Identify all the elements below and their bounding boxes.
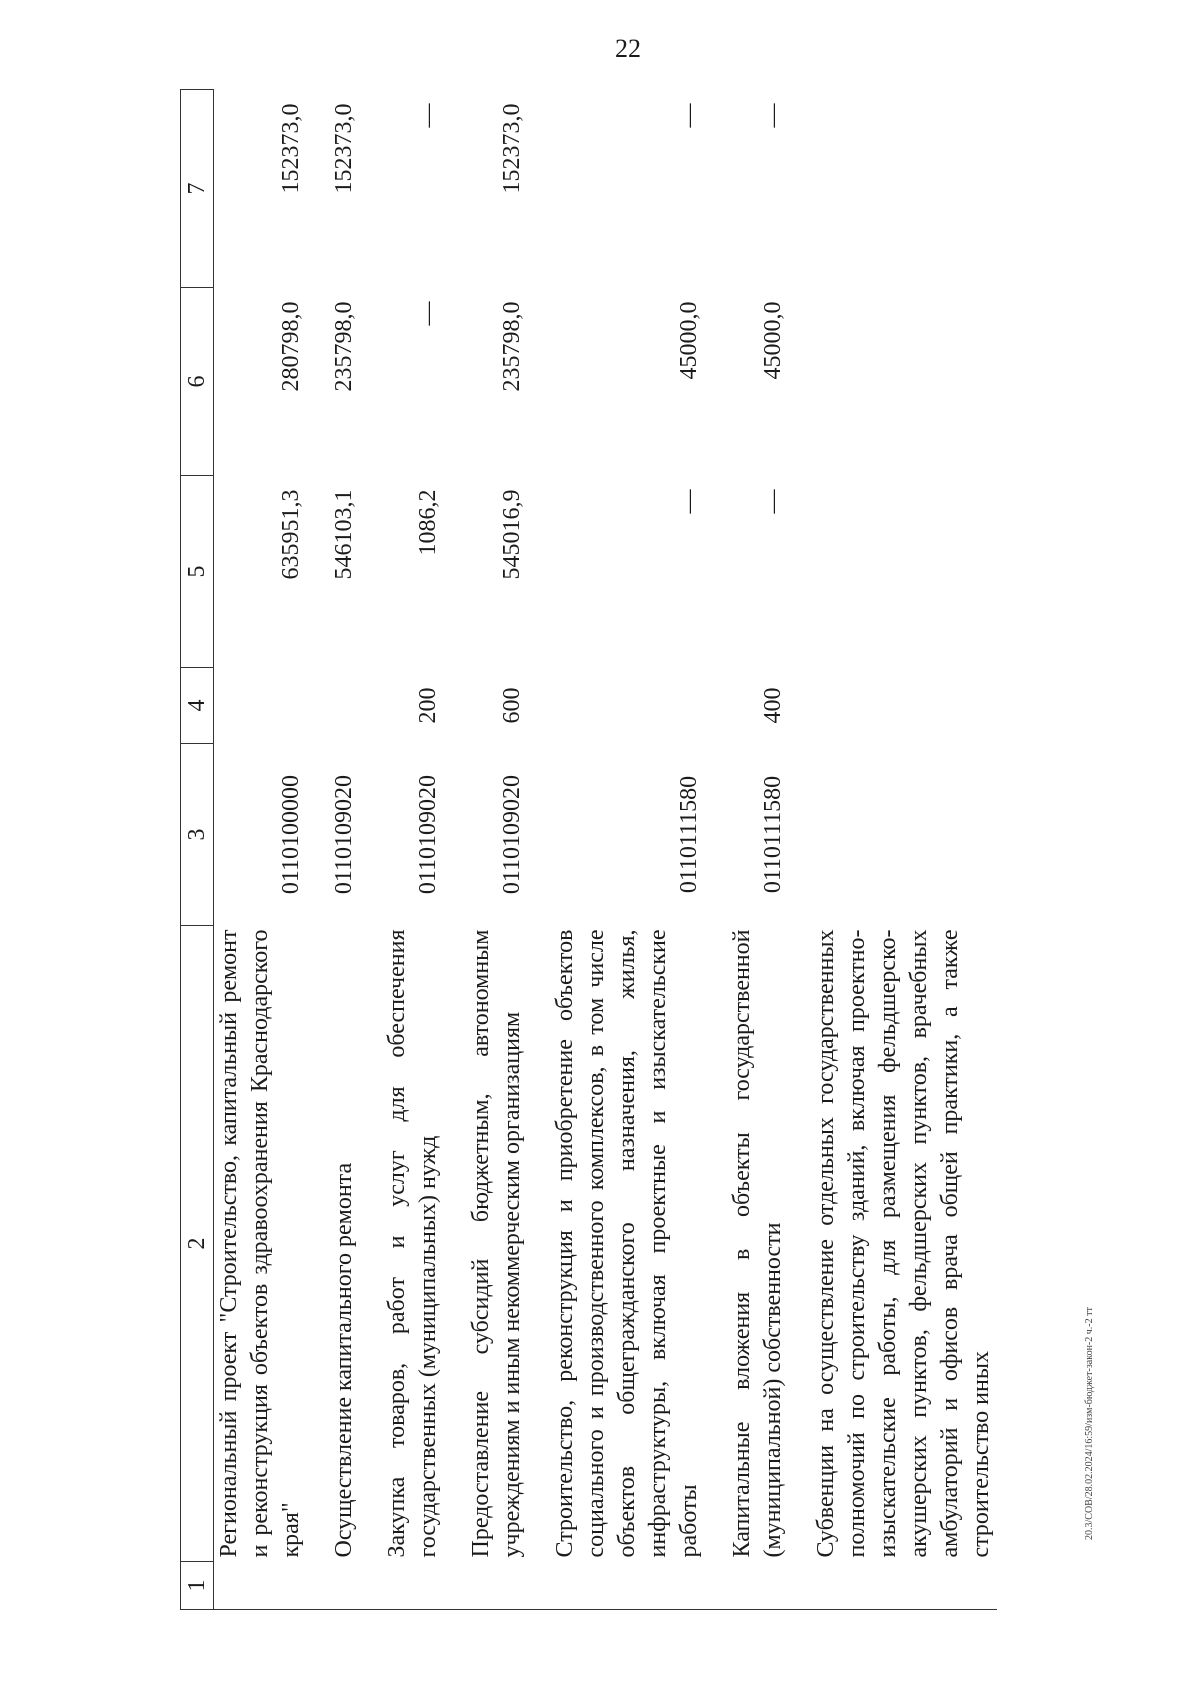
rotated-table-frame: [180, 90, 1100, 1610]
row-name: Предоставление субсидий бюджетным, автономным учреждениям и иным некоммерческим организациям: [468, 929, 525, 1558]
row-value-6: 45000,0: [760, 301, 786, 380]
row-name: Региональный проект "Строительство, капитальный ремонт и реконструкция объектов здравоохранения Краснодарского края": [216, 929, 304, 1558]
table-row: [329, 90, 360, 1610]
table-row: [214, 90, 308, 1610]
page-number: 22: [615, 34, 641, 63]
header-col-2: 2: [181, 926, 214, 1562]
row-code: 0110111580: [760, 775, 786, 894]
row-value-6: 45000,0: [676, 301, 702, 380]
row-value-6: —: [415, 301, 441, 326]
row-value-5: 1086,2: [415, 489, 441, 556]
row-value-5: —: [760, 489, 786, 514]
row-code: 0110109020: [415, 774, 441, 895]
row-value-5: 546103,1: [331, 489, 357, 580]
row-name: Закупка товаров, работ и услуг для обеспечения государственных (муниципальных) нужд: [384, 929, 441, 1558]
row-code: 0110111580: [676, 775, 702, 894]
row-kind: 600: [499, 687, 525, 724]
row-kind: [811, 668, 997, 744]
row-index-cell: [727, 1562, 789, 1610]
table-row: [811, 90, 997, 1610]
row-name: Осуществление капитального ремонта: [331, 1162, 357, 1558]
row-code: [811, 744, 997, 926]
row-value-7: —: [676, 103, 702, 128]
header-col-7: 7: [181, 90, 214, 288]
row-value-6: 280798,0: [278, 301, 304, 392]
row-value-6: 235798,0: [331, 301, 357, 392]
row-value-7: 152373,0: [278, 103, 304, 194]
header-col-6: 6: [181, 288, 214, 476]
row-value-5: —: [676, 489, 702, 514]
row-value-7: —: [760, 103, 786, 128]
row-index-cell: [466, 1562, 528, 1610]
row-kind: [329, 668, 360, 744]
row-code: 0110100000: [278, 774, 304, 895]
header-col-3: 3: [181, 744, 214, 926]
table-row: [550, 90, 705, 1610]
header-col-4: 4: [181, 668, 214, 744]
row-index-cell: [811, 1562, 997, 1610]
row-index-cell: [382, 1562, 444, 1610]
table-row: [727, 90, 789, 1610]
row-kind: 400: [760, 687, 786, 724]
row-value-7: 152373,0: [499, 103, 525, 194]
row-index-cell: [550, 1562, 705, 1610]
row-code: 0110109020: [331, 774, 357, 895]
row-value-7: —: [415, 103, 441, 128]
row-value-5: 635951,3: [278, 489, 304, 580]
row-name: Капитальные вложения в объекты государственной (муниципальной) собственности: [729, 929, 786, 1558]
table-row: [382, 90, 444, 1610]
row-value-7: [811, 90, 997, 288]
row-kind: 200: [415, 687, 441, 724]
row-index-cell: [329, 1562, 360, 1610]
row-kind: [550, 668, 705, 744]
header-col-5: 5: [181, 476, 214, 668]
footer-document-code: 20.3/СОВ/28.02.2024/16:59/изм-бюджет-закон-2 ч.-2 тт: [1084, 1307, 1095, 1540]
header-col-1: 1: [181, 1562, 214, 1610]
row-value-6: [811, 288, 997, 476]
row-index-cell: [214, 1562, 308, 1610]
table-row: [466, 90, 528, 1610]
row-value-5: 545016,9: [499, 489, 525, 580]
row-value-7: 152373,0: [331, 103, 357, 194]
row-name: Строительство, реконструкция и приобретение объектов социального и производственного комплексов, в том числе объектов общегражданского назначения, жилья, инфраструктуры, включая проектные и изыскательские работы: [552, 929, 702, 1558]
row-code: 0110109020: [499, 774, 525, 895]
row-value-5: [811, 476, 997, 668]
row-name: Субвенции на осуществление отдельных государственных полномочий по строительству зданий, включая проектно-изыскательские работы, для размещения фельдшерско-акушерских пунктов, фельдшерских пунктов, врачебных амбулаторий и офисов врача общей практики, а также строительство иных: [813, 929, 994, 1558]
row-kind: [214, 668, 308, 744]
table-header-row: [181, 90, 214, 1610]
budget-table: [180, 89, 997, 1610]
row-value-6: 235798,0: [499, 301, 525, 392]
